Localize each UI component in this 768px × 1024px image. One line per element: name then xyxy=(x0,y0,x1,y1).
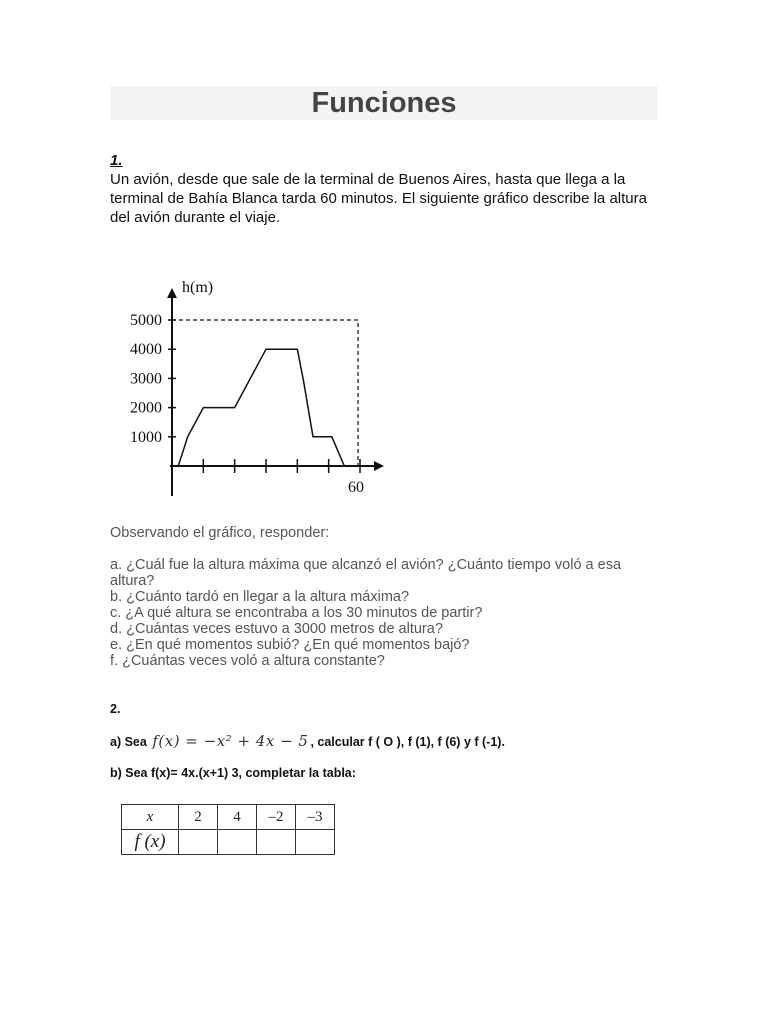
table-cell-x: –3 xyxy=(296,805,335,830)
table-cell-empty[interactable] xyxy=(218,830,257,855)
question-item: altura? xyxy=(110,573,155,589)
question-2b: b) Sea f(x)= 4x.(x+1) 3, completar la tabla: xyxy=(110,766,356,780)
altitude-chart xyxy=(110,268,400,508)
intro-line: Un avión, desde que sale de la terminal de Buenos Aires, hasta que llega a la xyxy=(110,171,626,188)
question-2a xyxy=(110,732,505,750)
table-cell-x: 4 xyxy=(218,805,257,830)
y-tick-label: 2000 xyxy=(130,399,162,417)
table-header-fx: f (x) xyxy=(122,830,179,855)
question-item: a. ¿Cuál fue la altura máxima que alcanzó el avión? ¿Cuánto tiempo voló a esa xyxy=(110,557,622,573)
x-tick-label: 60 xyxy=(348,479,364,496)
question-list xyxy=(110,557,655,669)
max-guide-line xyxy=(172,320,358,466)
table-cell-empty[interactable] xyxy=(257,830,296,855)
question-item: d. ¿Cuántas veces estuvo a 3000 metros de altura? xyxy=(110,621,443,637)
function-formula: f(x) = −x² + 4x − 5 xyxy=(152,732,309,750)
question-item: f. ¿Cuántas veces voló a altura constante? xyxy=(110,653,385,669)
intro-line: del avión durante el viaje. xyxy=(110,209,281,226)
question-2a-prefix: a) Sea xyxy=(110,735,147,749)
title-bar xyxy=(110,86,658,120)
section-1-intro xyxy=(110,170,650,227)
table-cell-x: –2 xyxy=(257,805,296,830)
y-axis-label: h(m) xyxy=(182,279,214,296)
table-cell-x: 2 xyxy=(179,805,218,830)
y-tick-label: 4000 xyxy=(130,341,162,359)
section-2-number: 2. xyxy=(110,702,121,716)
table-header-x: x xyxy=(122,805,179,830)
question-item: e. ¿En qué momentos subió? ¿En qué momentos bajó? xyxy=(110,637,470,653)
table-row xyxy=(122,830,335,855)
table-row xyxy=(122,805,335,830)
x-axis-arrow-icon xyxy=(374,461,384,471)
y-tick-label: 5000 xyxy=(130,312,162,329)
table-cell-empty[interactable] xyxy=(296,830,335,855)
question-item: c. ¿A qué altura se encontraba a los 30 minutos de partir? xyxy=(110,605,483,621)
y-tick-label: 1000 xyxy=(130,428,162,446)
y-tick-label: 3000 xyxy=(130,370,162,388)
values-table xyxy=(121,804,335,855)
table-cell-empty[interactable] xyxy=(179,830,218,855)
question-2a-suffix: , calcular f ( O ), f (1), f (6) y f (-1). xyxy=(310,735,505,749)
section-1-number: 1. xyxy=(110,152,123,169)
observe-instruction: Observando el gráfico, responder: xyxy=(110,525,330,541)
question-item: b. ¿Cuánto tardó en llegar a la altura máxima? xyxy=(110,589,410,605)
page-title: Funciones xyxy=(311,87,457,119)
altitude-series-line xyxy=(172,349,360,466)
intro-line: terminal de Bahía Blanca tarda 60 minutos. El siguiente gráfico describe la altura xyxy=(110,190,647,207)
y-axis-arrow-icon xyxy=(167,288,177,298)
